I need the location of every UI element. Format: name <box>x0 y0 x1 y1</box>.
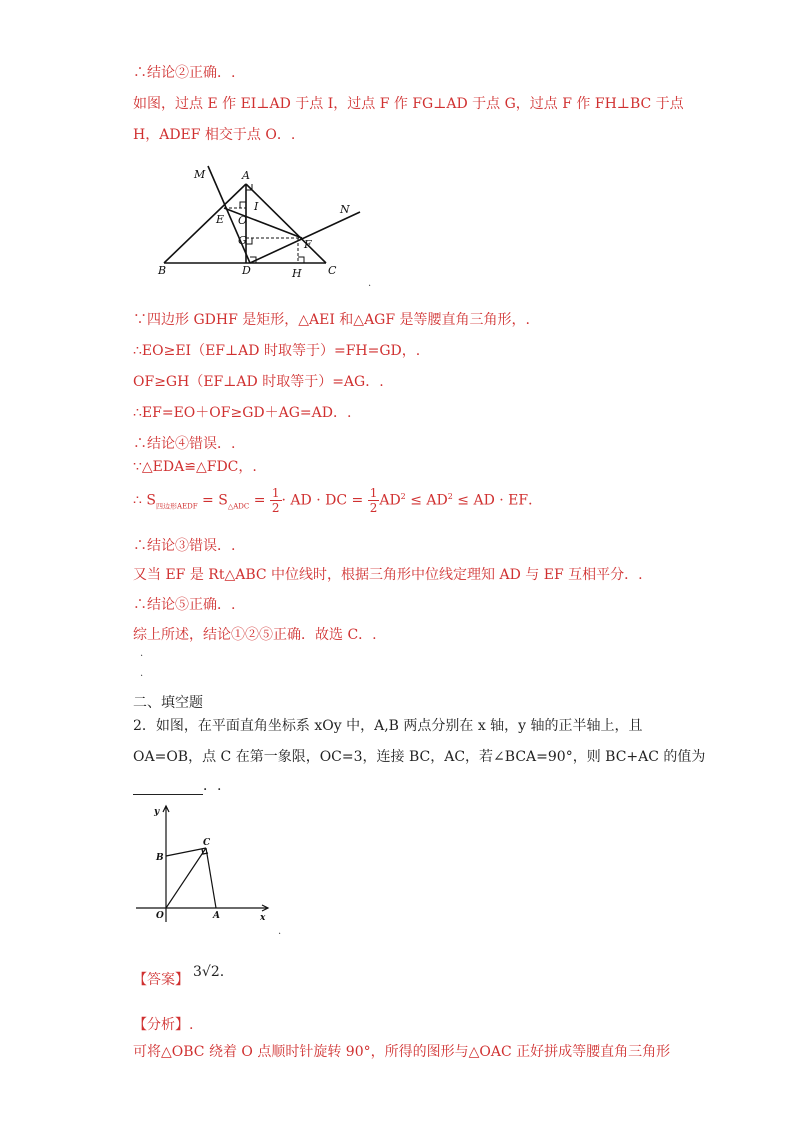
text-line: ∴结论③错误．. <box>133 538 236 554</box>
text-line: ∴结论④错误．. <box>133 436 236 452</box>
stray-dot: . <box>140 648 144 659</box>
label-C: C <box>203 838 211 848</box>
label-E: E <box>216 213 225 226</box>
section-heading: 二、填空题 <box>133 695 203 711</box>
coordinate-figure-2 <box>128 798 278 928</box>
answer-value: 3√2. <box>193 964 225 980</box>
label-B: B <box>156 853 164 863</box>
label-C: C <box>328 264 337 277</box>
analysis-text: 可将△OBC 绕着 O 点顺时针旋转 90°，所得的图形与△OAC 正好拼成等腰直角三角形 <box>133 1044 671 1060</box>
label-G: G <box>238 234 247 247</box>
label-M: M <box>194 168 206 181</box>
label-N: N <box>340 203 350 216</box>
text-line: ∴结论②正确．. <box>133 65 236 81</box>
text-line: ∵四边形 GDHF 是矩形，△AEI 和△AGF 是等腰直角三角形，. <box>133 312 530 328</box>
stray-dot: . <box>140 668 144 679</box>
label-A: A <box>213 911 220 921</box>
stray-dot: . <box>368 278 372 289</box>
label-F: F <box>304 238 312 251</box>
stray-dot: . <box>278 926 282 937</box>
text-line: OF≥GH（EF⊥AD 时取等于）=AG．. <box>133 374 384 390</box>
problem-text: 2．如图，在平面直角坐标系 xOy 中，A,B 两点分别在 x 轴，y 轴的正半轴上，且 <box>133 718 643 734</box>
text-line: 又当 EF 是 Rt△ABC 中位线时，根据三角形中位线定理知 AD 与 EF 互相平分．. <box>133 567 643 583</box>
area-formula: ∴ $S_{四边形AEDF} = S_{\triangle ADC}$ = $\frac{1}{2}$ · AD · DC = $\frac{1}{2}$ $AD^2 \le AD^2$ ≤ AD · EF． <box>133 486 543 515</box>
axis-label-y: y <box>154 807 160 817</box>
text-line: 综上所述，结论①②⑤正确．故选 C．. <box>133 627 377 643</box>
answer-label: 【答案】 <box>133 972 189 988</box>
label-O: O <box>238 214 248 227</box>
text-line: ∴EO≥EI（EF⊥AD 时取等于）=FH=GD，. <box>133 343 421 359</box>
axis-label-x: x <box>260 913 266 923</box>
text-line: ∴结论⑤正确．. <box>133 597 236 613</box>
label-B: B <box>158 264 167 277</box>
label-I: I <box>254 200 259 213</box>
label-D: D <box>242 264 251 277</box>
text-line: ∵△EDA≌△FDC，. <box>133 459 257 475</box>
label-H: H <box>292 267 302 280</box>
text-line: 如图，过点 E 作 EI⊥AD 于点 I，过点 F 作 FG⊥AD 于点 G，过点 F 作 FH⊥BC 于点 <box>133 96 684 112</box>
answer-blank: ．. <box>133 777 221 795</box>
text-line: ∴EF=EO＋OF≥GD＋AG=AD．. <box>133 405 352 421</box>
label-A: A <box>242 169 250 182</box>
label-O: O <box>156 911 164 921</box>
geometry-figure-1 <box>150 160 390 285</box>
text-line: H，ADEF 相交于点 O．. <box>133 127 296 143</box>
problem-text: OA=OB，点 C 在第一象限，OC=3，连接 BC，AC，若∠BCA=90°，则 BC+AC 的值为 <box>133 749 706 765</box>
analysis-label: 【分析】. <box>133 1017 194 1033</box>
